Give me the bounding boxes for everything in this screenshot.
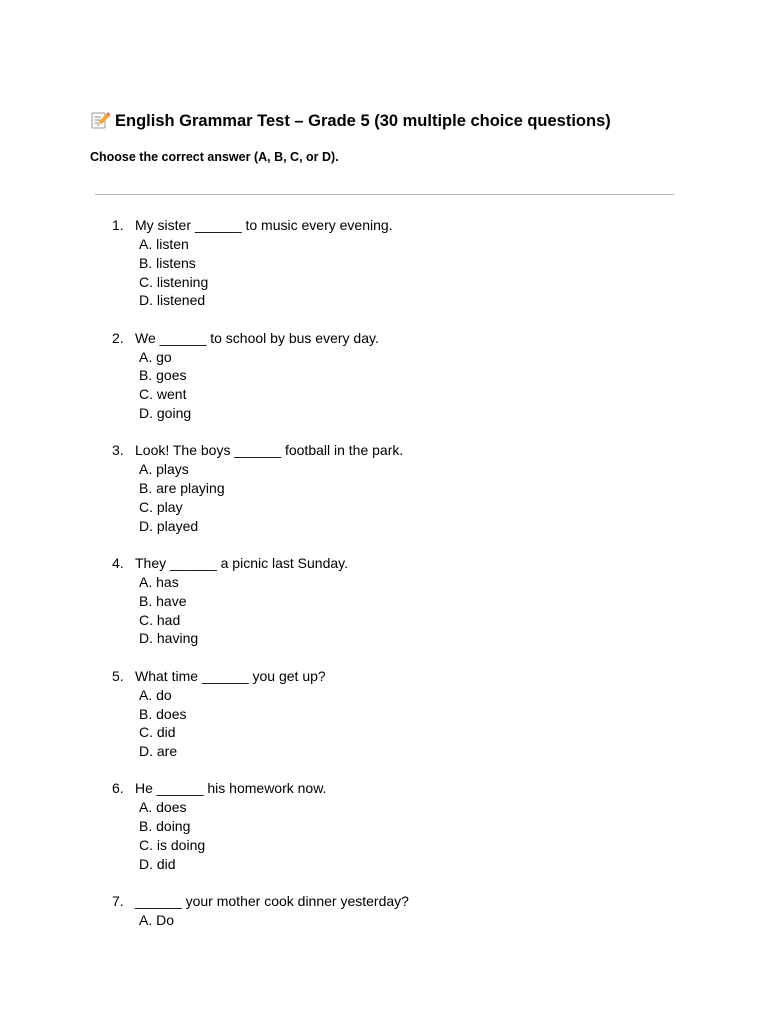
option-c: C. is doing <box>139 837 206 854</box>
option-a: A. plays <box>139 461 189 478</box>
question-text: Look! The boys ______ football in the park. <box>135 442 404 459</box>
question-number: 7. <box>112 893 124 910</box>
question-text: My sister ______ to music every evening. <box>135 217 393 233</box>
option-d: D. going <box>139 405 192 422</box>
question-text: What time ______ you get up? <box>135 667 326 684</box>
option-a: A. listen <box>139 236 189 252</box>
option-d: D. played <box>139 517 199 534</box>
option-d: D. are <box>139 743 178 760</box>
option-list <box>139 686 186 761</box>
question-number: 5. <box>112 667 124 684</box>
instruction-text: Choose the correct answer (A, B, C, or D). <box>90 150 339 164</box>
question-number: 3. <box>112 442 124 459</box>
question-6 <box>112 779 672 892</box>
option-a: A. does <box>139 799 187 816</box>
option-d: D. having <box>139 630 199 647</box>
option-c: C. did <box>139 724 176 741</box>
option-list <box>139 798 205 873</box>
option-b: B. are playing <box>139 480 225 497</box>
option-a: A. has <box>139 574 179 591</box>
question-5 <box>112 667 672 780</box>
question-text: We ______ to school by bus every day. <box>135 329 379 346</box>
option-b: B. does <box>139 705 187 722</box>
question-7 <box>112 892 672 1005</box>
question-3 <box>112 441 672 554</box>
option-c: C. play <box>139 498 183 515</box>
question-2 <box>112 329 672 442</box>
option-d: D. listened <box>139 292 206 309</box>
question-1 <box>112 216 672 329</box>
question-number: 4. <box>112 555 124 572</box>
question-number: 1. <box>112 217 124 233</box>
option-b: B. have <box>139 592 187 609</box>
question-4 <box>112 554 672 667</box>
option-c: C. had <box>139 611 181 628</box>
page-title-text: English Grammar Test – Grade 5 (30 multiple choice questions) <box>115 112 611 130</box>
option-list <box>139 235 208 310</box>
option-c: C. went <box>139 386 187 403</box>
page-title <box>90 110 611 132</box>
option-b: B. goes <box>139 367 187 384</box>
question-number: 6. <box>112 780 124 797</box>
option-d: D. did <box>139 855 176 872</box>
option-list <box>139 911 174 930</box>
option-list <box>139 348 191 423</box>
option-b: B. doing <box>139 818 191 835</box>
question-text: ______ your mother cook dinner yesterday? <box>135 893 409 910</box>
memo-pencil-icon <box>90 110 110 130</box>
option-a: A. do <box>139 686 172 703</box>
option-list <box>139 573 198 648</box>
option-b: B. listens <box>139 254 196 271</box>
option-list <box>139 460 225 535</box>
horizontal-divider <box>95 194 674 195</box>
question-number: 2. <box>112 329 124 346</box>
question-text: They ______ a picnic last Sunday. <box>135 555 348 572</box>
question-list <box>112 216 672 1005</box>
option-a: A. Do <box>139 912 175 929</box>
option-a: A. go <box>139 348 172 365</box>
option-c: C. listening <box>139 273 209 290</box>
question-text: He ______ his homework now. <box>135 780 327 797</box>
